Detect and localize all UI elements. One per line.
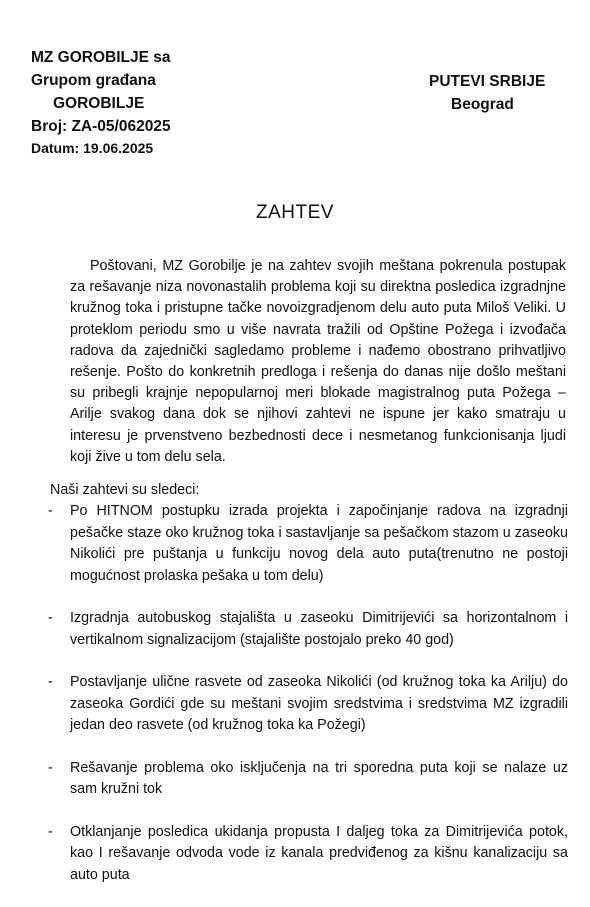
recipient-city: Beograd	[451, 96, 514, 113]
bullet-dash: -	[48, 610, 53, 626]
bullet-dash: -	[48, 823, 53, 840]
demand-text: Po HITNOM postupku izrada projekta i započinjanje radova na izgradnji pešačke staze oko kružnog toka i sastavljanje sa pešačkom stazom u zaseoku Nikolići pre puštanja u funkciju novog dela auto puta(trenutno ne postoji mogućnost prolaska pešaka u tom delu)	[70, 503, 568, 584]
bullet-dash: -	[48, 503, 53, 519]
demand-text: Rešavanje problema oko isključenja na tri sporedna puta koji se nalaze uz sam kružni tok	[70, 759, 568, 797]
sender-block	[31, 46, 171, 158]
document-title: ZAHTEV	[256, 202, 334, 223]
list-item	[48, 822, 568, 887]
bullet-dash: -	[48, 674, 53, 690]
demand-text: Izgradnja autobuskog stajališta u zaseoku Dimitrijevići sa horizontalnom i vertikalnom signalizacijom (stajalište postojalo preko 40 god)	[70, 610, 568, 648]
list-item	[48, 672, 568, 737]
intro-paragraph-block	[70, 256, 566, 468]
sender-line-3: GOROBILJE	[53, 95, 145, 112]
demands-intro: Naši zahtevi su sledeci:	[50, 482, 200, 498]
demands-list	[48, 501, 568, 907]
demand-text: Otklanjanje posledica ukidanja propusta I daljeg toka za Dimitrijevića potok, kao I rešavanje odvoda vode iz kanala predviđenog za kišnu kanalizaciju sa auto puta	[70, 823, 568, 883]
intro-paragraph: Poštovani, MZ Gorobilje je na zahtev svojih meštana pokrenula postupak za rešavanje niza novonastalih problema koji su direktna posledica izgradnjne kružnog toka i pristupne tačke novoizgradjenom delu auto puta Miloš Veliki. U proteklom periodu smo u više navrata tražili od Opštine Požega i izvođača radova da zajednički sagledamo probleme i nađemo obostrano prihvatljivo rešenje. Pošto do konkretnih predloga i rešenja do danas nije došlo meštani su pribegli krajnje nepopularnoj meri blokade magistralnog puta Požega – Arilje svakog dana dok se njihovi zahtevi ne ispune jer kako smatraju u interesu je prvenstveno bezbednosti dece i nesmetanog funkcionisanja ljudi koji žive u tom delu sela.	[70, 258, 566, 465]
list-item	[48, 758, 568, 801]
document-date: Datum: 19.06.2025	[31, 140, 154, 156]
recipient-name: PUTEVI SRBIJE	[429, 73, 546, 90]
sender-line-2: Grupom građana	[31, 72, 156, 89]
sender-line-1: MZ GOROBILJE sa	[31, 49, 171, 66]
recipient-block	[429, 70, 545, 116]
demand-text: Postavljanje ulične rasvete od zaseoka Nikolići (od kružnog toka ka Arilju) do zaseoka Gordići gde su meštani svojim sredstvima i sredstvima MZ izgradili jedan deo rasvete (od kružnog toka ka Požegi)	[70, 674, 568, 733]
list-item	[48, 608, 568, 651]
bullet-dash: -	[48, 759, 53, 776]
list-item	[48, 501, 568, 587]
reference-number: Broj: ZA-05/062025	[31, 118, 171, 135]
